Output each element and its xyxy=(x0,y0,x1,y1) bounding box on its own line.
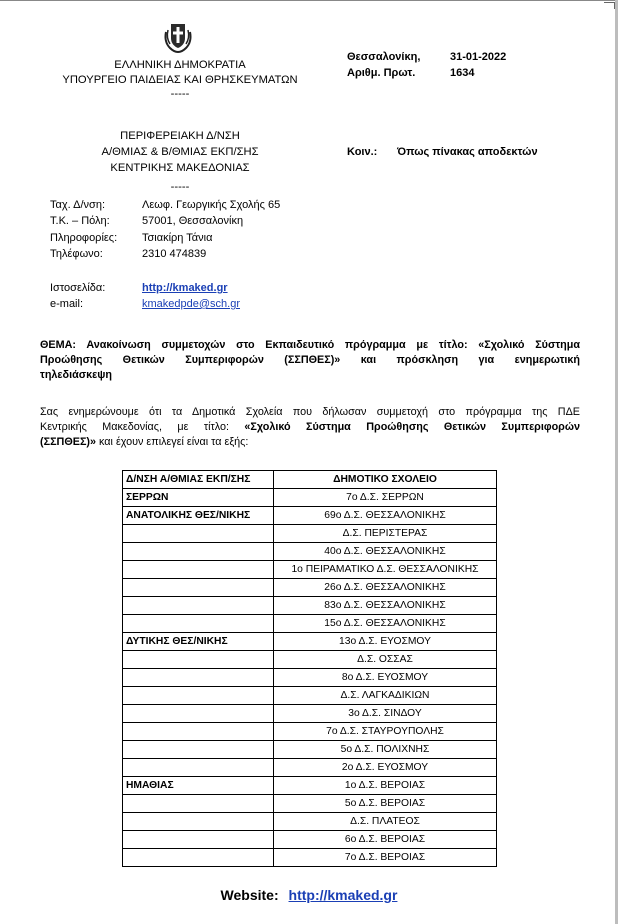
meta-protocol-label: Αριθμ. Πρωτ. xyxy=(347,67,416,79)
meta-place: Θεσσαλονίκη, xyxy=(347,51,421,63)
table-cell-directorate xyxy=(123,687,274,705)
table-cell-school: Δ.Σ. ΠΕΡΙΣΤΕΡΑΣ xyxy=(274,525,497,543)
table-cell-school: 40ο Δ.Σ. ΘΕΣΣΑΛΟΝΙΚΗΣ xyxy=(274,543,497,561)
table-cell-school: 3ο Δ.Σ. ΣΙΝΔΟΥ xyxy=(274,705,497,723)
table-cell-school: 69ο Δ.Σ. ΘΕΣΣΑΛΟΝΙΚΗΣ xyxy=(274,507,497,525)
meta-koin-label: Κοιν.: xyxy=(347,146,378,158)
table-cell-directorate xyxy=(123,795,274,813)
table-header-school: ΔΗΜΟΤΙΚΟ ΣΧΟΛΕΙΟ xyxy=(274,471,497,489)
meta-koin-value: Όπως πίνακας αποδεκτών xyxy=(397,146,538,158)
table-row xyxy=(123,561,497,579)
table-row xyxy=(123,597,497,615)
table-row xyxy=(123,741,497,759)
table-row xyxy=(123,723,497,741)
greek-state-emblem-icon xyxy=(160,18,196,54)
body-line2-bold: «Σχολικό Σύστημα Προώθησης Θετικών Συμπεριφορών xyxy=(244,421,580,433)
page-corner-mark xyxy=(604,2,615,9)
subject-line3: τηλεδιάσκεψη xyxy=(40,369,112,381)
table-row xyxy=(123,759,497,777)
table-row xyxy=(123,813,497,831)
footer-label: Website: xyxy=(220,887,279,903)
table-cell-directorate xyxy=(123,615,274,633)
table-row xyxy=(123,507,497,525)
table-cell-school: 1ο ΠΕΙΡΑΜΑΤΙΚΟ Δ.Σ. ΘΕΣΣΑΛΟΝΙΚΗΣ xyxy=(274,561,497,579)
table-cell-school: 15ο Δ.Σ. ΘΕΣΣΑΛΟΝΙΚΗΣ xyxy=(274,615,497,633)
table-cell-school: 7ο Δ.Σ. ΒΕΡΟΙΑΣ xyxy=(274,849,497,867)
body-line3-normal: και έχουν επιλεγεί είναι τα εξής: xyxy=(96,436,249,448)
header-separator-2: ----- xyxy=(170,181,190,193)
contact-email-label: e-mail: xyxy=(50,298,84,310)
body-line3 xyxy=(40,435,580,450)
table-cell-directorate xyxy=(123,561,274,579)
body-paragraph xyxy=(40,405,580,450)
table-cell-directorate xyxy=(123,705,274,723)
meta-protocol-number: 1634 xyxy=(450,67,475,79)
footer-website-link[interactable]: http://kmaked.gr xyxy=(288,887,398,903)
contact-address: Λεωφ. Γεωργικής Σχολής 65 xyxy=(142,199,281,211)
table-cell-school: Δ.Σ. ΛΑΓΚΑΔΙΚΙΩΝ xyxy=(274,687,497,705)
contact-email-link[interactable]: kmakedpde@sch.gr xyxy=(142,298,240,310)
table-cell-directorate: ΣΕΡΡΩΝ xyxy=(123,489,274,507)
table-row xyxy=(123,705,497,723)
body-line1: Σας ενημερώνουμε ότι τα Δημοτικά Σχολεία που δήλωσαν συμμετοχή στο πρόγραμμα της ΠΔΕ xyxy=(40,406,580,418)
table-row xyxy=(123,489,497,507)
header-directorate-line2: Α/ΘΜΙΑΣ & Β/ΘΜΙΑΣ ΕΚΠ/ΣΗΣ xyxy=(101,146,259,158)
table-cell-school: 26ο Δ.Σ. ΘΕΣΣΑΛΟΝΙΚΗΣ xyxy=(274,579,497,597)
table-cell-directorate xyxy=(123,579,274,597)
contact-info-label: Πληροφορίες: xyxy=(50,232,118,244)
header-directorate-line1: ΠΕΡΙΦΕΡΕΙΑΚΗ Δ/ΝΣΗ xyxy=(120,130,240,142)
footer xyxy=(0,887,618,903)
table-cell-directorate xyxy=(123,759,274,777)
subject-line2: Προώθησης Θετικών Συμπεριφορών (ΣΣΠΘΕΣ)» και πρόσκληση για ενημερωτική xyxy=(40,354,580,366)
table-cell-school: 7ο Δ.Σ. ΣΕΡΡΩΝ xyxy=(274,489,497,507)
table-row xyxy=(123,633,497,651)
meta-date: 31-01-2022 xyxy=(450,51,507,63)
table-cell-school: 83ο Δ.Σ. ΘΕΣΣΑΛΟΝΙΚΗΣ xyxy=(274,597,497,615)
table-cell-directorate xyxy=(123,669,274,687)
table-cell-school: 5ο Δ.Σ. ΠΟΛΙΧΝΗΣ xyxy=(274,741,497,759)
table-cell-directorate xyxy=(123,543,274,561)
table-row xyxy=(123,579,497,597)
table-cell-directorate xyxy=(123,723,274,741)
contact-address-label: Ταχ. Δ/νση: xyxy=(50,199,106,211)
header-republic: ΕΛΛΗΝΙΚΗ ΔΗΜΟΚΡΑΤΙΑ xyxy=(114,59,246,71)
table-row xyxy=(123,687,497,705)
table-row xyxy=(123,543,497,561)
table-cell-directorate xyxy=(123,651,274,669)
table-row xyxy=(123,669,497,687)
table-cell-school: 2ο Δ.Σ. ΕΥΟΣΜΟΥ xyxy=(274,759,497,777)
table-cell-directorate xyxy=(123,849,274,867)
contact-phone-label: Τηλέφωνο: xyxy=(50,248,103,260)
table-cell-directorate xyxy=(123,813,274,831)
table-cell-school: 7ο Δ.Σ. ΣΤΑΥΡΟΥΠΟΛΗΣ xyxy=(274,723,497,741)
body-line2-normal: Κεντρικής Μακεδονίας, με τίτλο: xyxy=(40,421,245,433)
table-cell-directorate: ΑΝΑΤΟΛΙΚΗΣ ΘΕΣ/ΝΙΚΗΣ xyxy=(123,507,274,525)
table-cell-school: 13ο Δ.Σ. ΕΥΟΣΜΟΥ xyxy=(274,633,497,651)
page-top-border xyxy=(0,0,618,11)
table-cell-school: 8ο Δ.Σ. ΕΥΟΣΜΟΥ xyxy=(274,669,497,687)
table-cell-directorate xyxy=(123,525,274,543)
table-cell-school: Δ.Σ. ΠΛΑΤΕΟΣ xyxy=(274,813,497,831)
table-header-directorate: Δ/ΝΣΗ Α/ΘΜΙΑΣ ΕΚΠ/ΣΗΣ xyxy=(123,471,274,489)
table-cell-directorate: ΔΥΤΙΚΗΣ ΘΕΣ/ΝΙΚΗΣ xyxy=(123,633,274,651)
contact-info: Τσιακίρη Τάνια xyxy=(142,232,213,244)
subject-line1: ΘΕΜΑ: Ανακοίνωση συμμετοχών στο Εκπαιδευτικό πρόγραμμα με τίτλο: «Σχολικό Σύστημα xyxy=(40,339,580,351)
contact-phone: 2310 474839 xyxy=(142,248,207,260)
table-cell-directorate xyxy=(123,597,274,615)
body-line2 xyxy=(40,420,580,435)
table-cell-school: Δ.Σ. ΟΣΣΑΣ xyxy=(274,651,497,669)
header-directorate-line3: ΚΕΝΤΡΙΚΗΣ ΜΑΚΕΔΟΝΙΑΣ xyxy=(110,162,250,174)
body-line3-bold: (ΣΣΠΘΕΣ)» xyxy=(40,436,97,448)
schools-table xyxy=(122,470,497,867)
table-cell-directorate xyxy=(123,741,274,759)
header-separator: ----- xyxy=(170,88,190,100)
table-cell-directorate: ΗΜΑΘΙΑΣ xyxy=(123,777,274,795)
contact-web-link[interactable]: http://kmaked.gr xyxy=(142,282,228,294)
table-row xyxy=(123,849,497,867)
table-cell-directorate xyxy=(123,831,274,849)
table-row xyxy=(123,651,497,669)
table-row xyxy=(123,615,497,633)
table-row xyxy=(123,777,497,795)
table-cell-school: 1ο Δ.Σ. ΒΕΡΟΙΑΣ xyxy=(274,777,497,795)
contact-city: 57001, Θεσσαλονίκη xyxy=(142,215,244,227)
header-ministry: ΥΠΟΥΡΓΕΙΟ ΠΑΙΔΕΙΑΣ ΚΑΙ ΘΡΗΣΚΕΥΜΑΤΩΝ xyxy=(62,74,298,86)
table-row xyxy=(123,795,497,813)
table-cell-school: 5ο Δ.Σ. ΒΕΡΟΙΑΣ xyxy=(274,795,497,813)
subject xyxy=(40,338,580,383)
table-row xyxy=(123,831,497,849)
table-header-row xyxy=(123,471,497,489)
contact-city-label: Τ.Κ. – Πόλη: xyxy=(50,215,110,227)
contact-web-label: Ιστοσελίδα: xyxy=(50,282,106,294)
table-cell-school: 6ο Δ.Σ. ΒΕΡΟΙΑΣ xyxy=(274,831,497,849)
table-row xyxy=(123,525,497,543)
